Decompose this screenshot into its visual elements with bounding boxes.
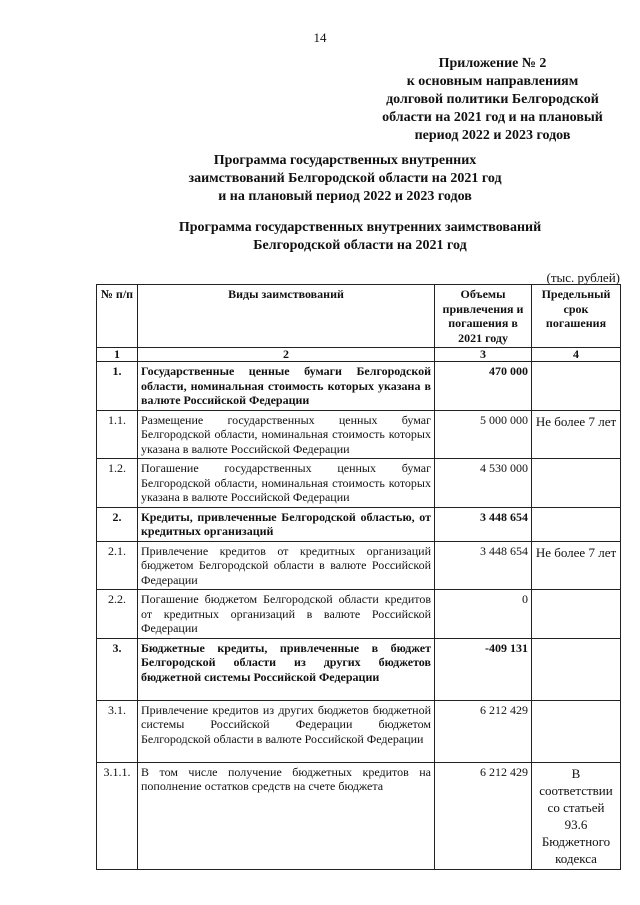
appendix-line: период 2022 и 2023 годов: [414, 128, 571, 143]
row-kind: В том числе получение бюджетных кредитов на пополнение остатков средств на счете бюджета: [138, 762, 435, 869]
row-amount: 6 212 429: [435, 762, 532, 869]
title-line: Программа государственных внутренних: [213, 153, 477, 168]
row-kind: Размещение государственных ценных бумаг Белгородской области, номинальная стоимость которых указана в валюте Российской Федерации: [138, 410, 435, 459]
index-cell: 1: [97, 348, 138, 362]
appendix-line: долговой политики Белгородской: [386, 92, 599, 107]
row-kind: Кредиты, привлеченные Белгородской областью, от кредитных организаций: [138, 507, 435, 541]
table-row: [97, 459, 621, 508]
row-kind: Погашение бюджетом Белгородской области кредитов от кредитных организаций в валюте Российской Федерации: [138, 590, 435, 639]
row-amount: 6 212 429: [435, 700, 532, 762]
table-row: [97, 507, 621, 541]
header-kind: Виды заимствований: [138, 285, 435, 348]
header-amount: Объемы привлечения и погашения в 2021 году: [435, 285, 532, 348]
table-header-row: [97, 285, 621, 348]
row-num: 1.2.: [97, 459, 138, 508]
table-row: [97, 700, 621, 762]
row-amount: 5 000 000: [435, 410, 532, 459]
row-num: 2.2.: [97, 590, 138, 639]
table-row: [97, 362, 621, 411]
row-term: [532, 638, 621, 700]
row-kind: Государственные ценные бумаги Белгородской области, номинальная стоимость которых указана в валюте Российской Федерации: [138, 362, 435, 411]
row-amount: 3 448 654: [435, 507, 532, 541]
row-term: [532, 590, 621, 639]
row-term: [532, 362, 621, 411]
row-amount: -409 131: [435, 638, 532, 700]
row-term: [532, 700, 621, 762]
title-line: заимствований Белгородской области на 2021 год: [188, 171, 502, 186]
header-term: Предельный срок погашения: [532, 285, 621, 348]
table-index-row: [97, 348, 621, 362]
row-kind: Бюджетные кредиты, привлеченные в бюджет Белгородской области из других бюджетов бюджетной системы Российской Федерации: [138, 638, 435, 700]
table-row: [97, 541, 621, 590]
row-num: 2.1.: [97, 541, 138, 590]
table-row: [97, 410, 621, 459]
index-cell: 3: [435, 348, 532, 362]
row-kind: Привлечение кредитов от кредитных организаций бюджетом Белгородской области в валюте Российской Федерации: [138, 541, 435, 590]
title-line: и на плановый период 2022 и 2023 годов: [218, 189, 472, 204]
row-amount: 470 000: [435, 362, 532, 411]
subtitle-line: Белгородской области на 2021 год: [253, 238, 467, 253]
row-num: 3.1.1.: [97, 762, 138, 869]
borrowing-table: [96, 284, 621, 870]
index-cell: 4: [532, 348, 621, 362]
row-term: Не более 7 лет: [532, 410, 621, 459]
appendix-header: [365, 55, 620, 145]
table-row: [97, 638, 621, 700]
row-amount: 4 530 000: [435, 459, 532, 508]
row-num: 1.1.: [97, 410, 138, 459]
table-row: [97, 590, 621, 639]
row-num: 2.: [97, 507, 138, 541]
appendix-line: области на 2021 год и на плановый: [382, 110, 603, 125]
units-label: (тыс. рублей): [546, 270, 620, 285]
subtitle-line: Программа государственных внутренних заимствований: [178, 220, 542, 235]
row-amount: 3 448 654: [435, 541, 532, 590]
row-amount: 0: [435, 590, 532, 639]
row-kind: Привлечение кредитов из других бюджетов бюджетной системы Российской Федерации бюджетом Белгородской области в валюте Российской Федерации: [138, 700, 435, 762]
appendix-line: к основным направлениям: [406, 74, 579, 89]
index-cell: 2: [138, 348, 435, 362]
header-num: № п/п: [97, 285, 138, 348]
appendix-line: Приложение № 2: [438, 56, 547, 71]
page-number: 14: [313, 30, 327, 45]
row-kind: Погашение государственных ценных бумаг Белгородской области, номинальная стоимость которых указана в валюте Российской Федерации: [138, 459, 435, 508]
row-num: 1.: [97, 362, 138, 411]
program-subtitle: [150, 219, 570, 255]
row-num: 3.1.: [97, 700, 138, 762]
row-num: 3.: [97, 638, 138, 700]
program-title: [150, 152, 540, 206]
row-term: [532, 507, 621, 541]
table-row: [97, 762, 621, 869]
row-term: Не более 7 лет: [532, 541, 621, 590]
row-term: В соответствии со статьей 93.6 Бюджетного кодекса: [532, 762, 621, 869]
row-term: [532, 459, 621, 508]
